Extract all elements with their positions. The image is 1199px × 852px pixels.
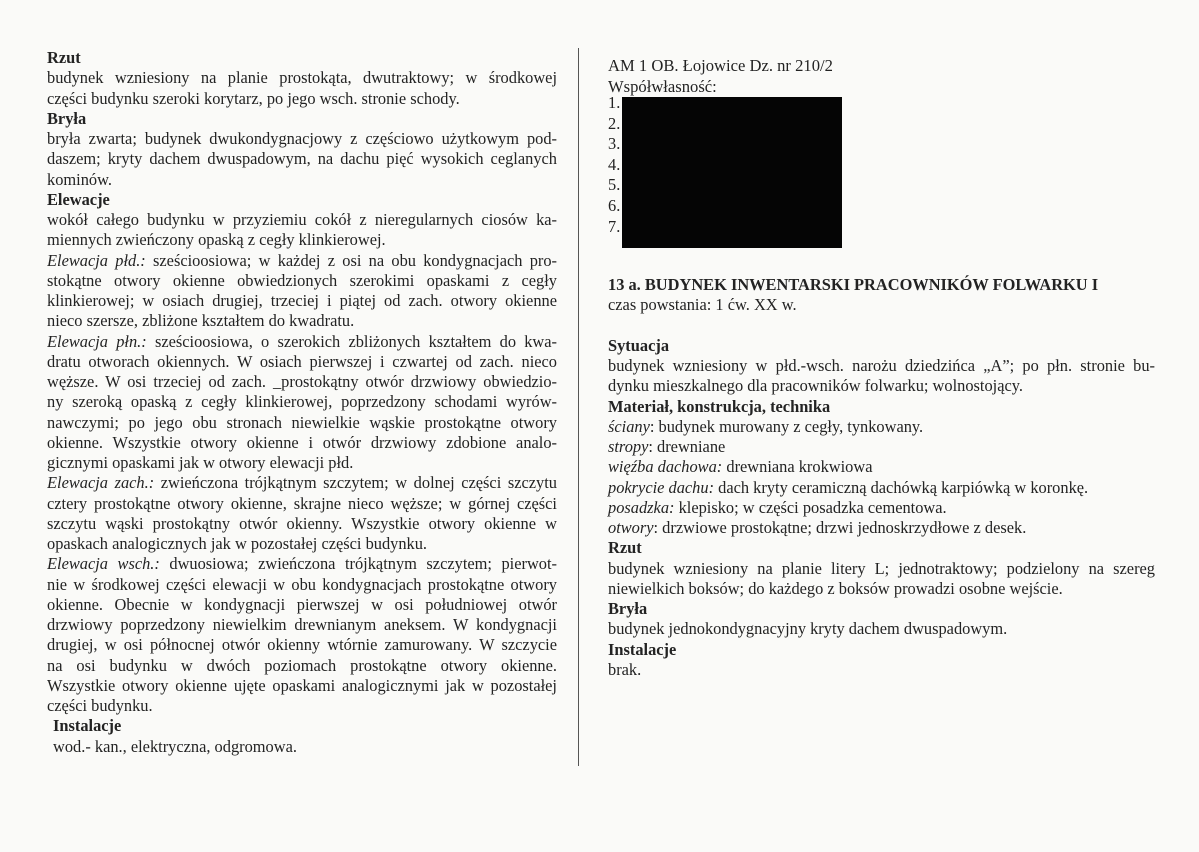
owner-number: 1. bbox=[608, 93, 621, 112]
line-text: na osi budynku w dwóch poziomach prostokątne otwory okienne. bbox=[47, 655, 557, 675]
section-heading bbox=[47, 48, 557, 68]
text-line bbox=[47, 413, 557, 433]
line-text: okienne. Wszystkie otwory okienne i otwór drzwiowy zdobione analo- bbox=[47, 432, 557, 452]
line-text: kominów. bbox=[47, 169, 112, 189]
field-label: Elewacja płd.: bbox=[47, 250, 146, 270]
text-line bbox=[47, 129, 557, 149]
line-text: szczytu wąski prostokątny otwór okienny. Wszystkie otwory okienne w bbox=[47, 513, 557, 533]
section-heading bbox=[608, 336, 1155, 356]
redaction-box bbox=[622, 97, 842, 248]
line-text: części budynku szeroki korytarz, po jego wsch. stronie schody. bbox=[47, 88, 460, 108]
line-text: daszem; kryty dachem dwuspadowym, na dachu pięć wysokich ceglanych bbox=[47, 149, 557, 169]
text-line bbox=[608, 579, 1155, 599]
text-line bbox=[608, 619, 1155, 639]
section-heading bbox=[47, 716, 557, 736]
line-text: : drewniane bbox=[648, 437, 726, 456]
field-label: Elewacja zach.: bbox=[47, 473, 155, 493]
owners-list bbox=[608, 93, 620, 237]
text-line bbox=[608, 559, 1155, 579]
line-text: czas powstania: 1 ćw. XX w. bbox=[608, 295, 797, 315]
text-line bbox=[608, 518, 1155, 538]
line-text: stokątne otwory okienne obwiedzionych szerokimi opaskami z cegły bbox=[47, 270, 557, 290]
line-text: Instalacje bbox=[608, 639, 677, 659]
line-text: : budynek murowany z cegły, tynkowany. bbox=[649, 416, 924, 436]
co-ownership-label: Współwłasność: bbox=[608, 76, 717, 96]
text-line bbox=[608, 478, 1155, 498]
text-line bbox=[47, 230, 557, 250]
field-label: stropy bbox=[608, 437, 649, 456]
owner-number: 2. bbox=[608, 113, 621, 133]
column-divider bbox=[578, 48, 579, 766]
text-line bbox=[47, 433, 557, 453]
text-line bbox=[47, 615, 557, 635]
line-text: Rzut bbox=[47, 48, 81, 67]
text-line bbox=[47, 696, 557, 716]
text-line bbox=[47, 372, 557, 392]
text-line bbox=[47, 352, 557, 372]
line-text: nie w środkowej części elewacji w obu kondygnacjach prostokątne otwory bbox=[47, 574, 557, 594]
text-line bbox=[608, 417, 1155, 437]
text-line bbox=[47, 392, 557, 412]
line-text: cztery prostokątne otwory okienne, skrajne nieco węższe; w górnej części bbox=[47, 493, 557, 513]
line-text: części budynku. bbox=[47, 696, 153, 715]
owner-number: 7. bbox=[608, 216, 621, 236]
text-line bbox=[608, 295, 1155, 315]
text-line bbox=[47, 473, 557, 493]
text-line bbox=[47, 453, 557, 473]
line-text: budynek wzniesiony na planie litery L; jednotraktowy; podzielony na szereg bbox=[608, 558, 1155, 578]
line-text: budynek wzniesiony w płd.-wsch. narożu dziedzińca „A”; po płn. stronie bu- bbox=[608, 356, 1155, 375]
line-text: Wszystkie otwory okienne ujęte opaskami analogicznymi jak w pozostałej bbox=[47, 675, 557, 695]
section-heading bbox=[608, 275, 1155, 295]
owner-number: 3. bbox=[608, 134, 621, 154]
line-text: budynek jednokondygnacyjny kryty dachem dwuspadowym. bbox=[608, 619, 1008, 639]
line-text: Elewacje bbox=[47, 189, 110, 209]
line-text: Sytuacja bbox=[608, 335, 670, 355]
line-text: klinkierowej; w osiach drugiej, trzeciej i piątej od zach. otwory okienne bbox=[47, 291, 557, 310]
text-line bbox=[47, 494, 557, 514]
line-text: Rzut bbox=[608, 538, 642, 558]
line-text: dratu otworach okiennych. W osiach pierwszej i czwartej od zach. nieco bbox=[47, 351, 557, 371]
line-text: wod.- kan., elektryczna, odgromowa. bbox=[53, 736, 297, 756]
text-line bbox=[608, 437, 1155, 457]
field-label: pokrycie dachu: bbox=[608, 477, 715, 497]
field-label: więźba dachowa: bbox=[608, 457, 723, 477]
text-line bbox=[47, 514, 557, 534]
owner-number: 6. bbox=[608, 195, 621, 215]
text-line bbox=[47, 311, 557, 331]
text-line bbox=[47, 89, 557, 109]
line-text: nieco szersze, zbliżone kształtem do kwadratu. bbox=[47, 311, 355, 331]
text-line bbox=[47, 737, 557, 757]
text-line bbox=[608, 356, 1155, 376]
owner-number: 5. bbox=[608, 175, 621, 195]
line-text: 13 a. BUDYNEK INWENTARSKI PRACOWNIKÓW FOLWARKU I bbox=[608, 275, 1099, 294]
section-heading bbox=[608, 599, 1155, 619]
line-text: budynek wzniesiony na planie prostokąta, dwutraktowy; w środkowej bbox=[47, 68, 557, 88]
line-text: bryła zwarta; budynek dwukondygnacjowy z częściowo użytkowym pod- bbox=[47, 129, 557, 148]
line-text: ny szeroką opaską z cegły klinkierowej, poprzedzony schodami wyrów- bbox=[47, 392, 557, 412]
field-label: Elewacja wsch.: bbox=[47, 554, 160, 574]
field-label: posadzka: bbox=[608, 497, 675, 517]
text-line bbox=[47, 595, 557, 615]
line-text: wokół całego budynku w przyziemiu cokół z nieregularnych ciosów ka- bbox=[47, 210, 557, 229]
text-line bbox=[608, 457, 1155, 477]
line-text: sześcioosiowa; w każdej z osi na obu kondygnacjach pro- bbox=[145, 250, 557, 270]
line-text: drugiej, w osi północnej otwór okienny wtórnie zamurowany. W szczycie bbox=[47, 635, 557, 655]
left-column-text bbox=[47, 48, 557, 757]
line-text: niewielkich boksów; do każdego z boksów prowadzi osobne wejście. bbox=[608, 578, 1063, 598]
parcel-number: AM 1 OB. Łojowice Dz. nr 210/2 bbox=[608, 56, 833, 75]
text-line bbox=[608, 660, 1155, 680]
line-text: Bryła bbox=[608, 599, 648, 618]
section-heading bbox=[608, 397, 1155, 417]
text-line bbox=[47, 210, 557, 230]
line-text: nawczymi; po jego obu stronach niewielkie wąskie prostokątne otwory bbox=[47, 412, 557, 432]
text-line bbox=[47, 332, 557, 352]
line-text: sześcioosiowa, o szerokich zbliżonych kształtem do kwa- bbox=[146, 331, 557, 351]
text-line bbox=[608, 376, 1155, 396]
text-line bbox=[47, 554, 557, 574]
parcel-header bbox=[608, 56, 833, 97]
text-line bbox=[47, 251, 557, 271]
text-line bbox=[47, 575, 557, 595]
line-text: gicznymi opaskami jak w otwory elewacji płd. bbox=[47, 453, 354, 472]
line-text: okienne. Obecnie w kondygnacji pierwszej w osi południowej otwór bbox=[47, 594, 557, 614]
section-heading bbox=[47, 109, 557, 129]
text-line bbox=[608, 498, 1155, 518]
line-text: drzwiowy poprzedzony niewielkim drewnianym aneksem. W kondygnacji bbox=[47, 615, 557, 634]
line-text: brak. bbox=[608, 659, 642, 679]
line-text: zwieńczona trójkątnym szczytem; w dolnej części szczytu bbox=[154, 473, 557, 493]
text-line bbox=[47, 534, 557, 554]
line-text: drewniana krokwiowa bbox=[722, 457, 873, 477]
right-column-text bbox=[608, 275, 1155, 680]
line-text: : drzwiowe prostokątne; drzwi jednoskrzydłowe z desek. bbox=[653, 518, 1027, 537]
owner-number: 4. bbox=[608, 154, 621, 174]
section-heading bbox=[47, 190, 557, 210]
line-text: miennych zwieńczony opaską z cegły klinkierowej. bbox=[47, 230, 386, 250]
text-line bbox=[47, 170, 557, 190]
field-label: Elewacja płn.: bbox=[47, 331, 147, 351]
line-text: Instalacje bbox=[53, 716, 122, 736]
line-text: dach kryty ceramiczną dachówką karpiówką w koronkę. bbox=[714, 477, 1089, 497]
section-heading bbox=[608, 640, 1155, 660]
line-text: klepisko; w części posadzka cementowa. bbox=[674, 497, 947, 517]
line-text: Materiał, konstrukcja, technika bbox=[608, 396, 831, 416]
blank-line bbox=[608, 316, 1155, 336]
text-line bbox=[47, 68, 557, 88]
text-line bbox=[47, 291, 557, 311]
text-line bbox=[47, 271, 557, 291]
text-line bbox=[47, 149, 557, 169]
line-text: Bryła bbox=[47, 108, 87, 128]
text-line bbox=[47, 635, 557, 655]
section-heading bbox=[608, 538, 1155, 558]
line-text: opaskach analogicznych jak w pozostałej części budynku. bbox=[47, 534, 428, 553]
field-label: otwory bbox=[608, 518, 654, 537]
text-line bbox=[47, 676, 557, 696]
field-label: ściany bbox=[608, 416, 650, 436]
text-line bbox=[47, 656, 557, 676]
line-text: dynku mieszkalnego dla pracowników folwarku; wolnostojący. bbox=[608, 376, 1023, 396]
line-text: dwuosiowa; zwieńczona trójkątnym szczytem; pierwot- bbox=[159, 554, 557, 574]
line-text: węższe. W osi trzeciej od zach. _prostokątny otwór drzwiowy obwiedzio- bbox=[47, 372, 557, 391]
